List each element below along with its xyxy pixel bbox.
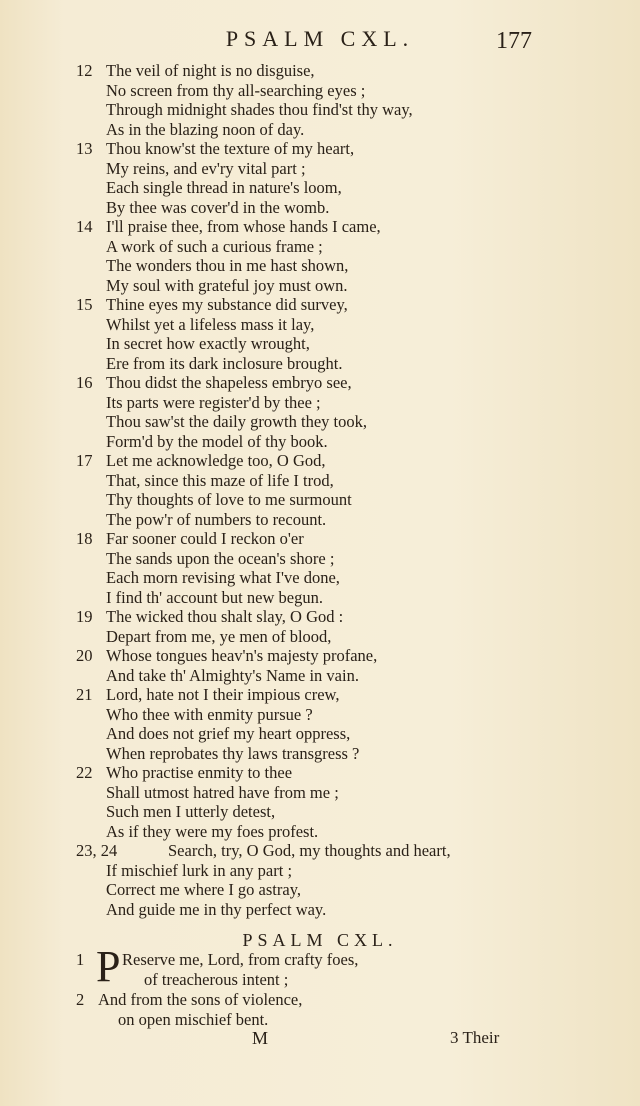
verse-line: [76, 217, 546, 237]
verse-text: Through midnight shades thou find'st thy way,: [106, 100, 413, 119]
verse-line: [76, 802, 546, 822]
verse-text: The wonders thou in me hast shown,: [106, 256, 349, 275]
verse-line: [76, 159, 546, 179]
verse-line: [76, 822, 546, 842]
verse-text: I'll praise thee, from whose hands I came,: [106, 217, 381, 236]
verse-text: And from the sons of violence,: [98, 990, 303, 1009]
verse-text: Each single thread in nature's loom,: [106, 178, 342, 197]
verse-line: [76, 841, 546, 861]
verse-line: [76, 178, 546, 198]
verse-text: Ere from its dark inclosure brought.: [106, 353, 343, 373]
verse-line: [76, 666, 546, 686]
verse-line: [76, 237, 546, 257]
verse-block: [76, 61, 546, 919]
verse-number: 15: [76, 295, 93, 314]
verse-text: Let me acknowledge too, O God,: [106, 451, 326, 470]
verse-text: The veil of night is no disguise,: [106, 61, 315, 80]
new-psalm-line: [144, 970, 288, 990]
verse-line: [76, 276, 546, 296]
verse-line: [76, 412, 546, 432]
verse-text: I find th' account but new begun.: [106, 587, 323, 607]
verse-line: [76, 139, 546, 159]
verse-text: When reprobates thy laws transgress ?: [106, 743, 360, 763]
verse-text: on open mischief bent.: [118, 1010, 269, 1029]
verse-number: 20: [76, 646, 93, 665]
verse-line: [76, 451, 546, 471]
verse-number: 19: [76, 607, 93, 626]
verse-text: Thou saw'st the daily growth they took,: [106, 412, 367, 431]
verse-text: And guide me in thy perfect way.: [106, 899, 327, 919]
verse-line: [76, 861, 546, 881]
verse-text: And does not grief my heart oppress,: [106, 724, 351, 743]
psalm-title: PSALM CXL.: [242, 930, 398, 950]
verse-line: [76, 607, 546, 627]
verse-line: [76, 315, 546, 335]
verse-text: By thee was cover'd in the womb.: [106, 197, 330, 217]
verse-line: [76, 81, 546, 101]
verse-number: 17: [76, 451, 93, 470]
verse-line: [76, 295, 546, 315]
verse-line: [76, 490, 546, 510]
verse-text: Form'd by the model of thy book.: [106, 431, 328, 451]
verse-text: And take th' Almighty's Name in vain.: [106, 665, 359, 685]
verse-text: That, since this maze of life I trod,: [106, 470, 334, 490]
verse-line: [76, 568, 546, 588]
verse-text: Whose tongues heav'n's majesty profane,: [106, 646, 378, 665]
verse-text: My reins, and ev'ry vital part ;: [106, 158, 306, 178]
verse-text: Correct me where I go astray,: [106, 880, 302, 899]
signature-mark: M: [252, 1028, 269, 1048]
verse-line: [76, 783, 546, 803]
new-psalm-line: [76, 950, 359, 970]
verse-text: Such men I utterly detest,: [106, 802, 276, 821]
verse-text: Shall utmost hatred have from me ;: [106, 782, 339, 802]
verse-line: [76, 393, 546, 413]
verse-text: Thy thoughts of love to me surmount: [106, 490, 352, 509]
verse-line: [76, 61, 546, 81]
verse-text: Thou know'st the texture of my heart,: [106, 139, 355, 158]
verse-text: Who practise enmity to thee: [106, 763, 293, 782]
verse-line: [76, 646, 546, 666]
verse-text: Each morn revising what I've done,: [106, 568, 340, 587]
verse-text: Who thee with enmity pursue ?: [106, 704, 313, 724]
drop-cap: P: [96, 942, 121, 991]
verse-number: 2: [76, 990, 85, 1009]
verse-text: The pow'r of numbers to recount.: [106, 509, 327, 529]
new-psalm-line: [118, 1010, 268, 1030]
verse-line: [76, 763, 546, 783]
verse-text: Lord, hate not I their impious crew,: [106, 685, 340, 704]
verse-number: 13: [76, 139, 93, 158]
verse-number: 14: [76, 217, 93, 236]
verse-text: Depart from me, ye men of blood,: [106, 626, 332, 646]
catchword: 3 Their: [450, 1028, 500, 1047]
verse-line: [76, 724, 546, 744]
verse-text: Its parts were register'd by thee ;: [106, 392, 321, 412]
verse-line: [76, 198, 546, 218]
verse-text: The sands upon the ocean's shore ;: [106, 548, 335, 568]
verse-number: 16: [76, 373, 93, 392]
verse-line: [76, 432, 546, 452]
verse-line: [76, 510, 546, 530]
verse-line: [76, 354, 546, 374]
verse-line: [76, 744, 546, 764]
verse-line: [76, 373, 546, 393]
verse-text: Far sooner could I reckon o'er: [106, 529, 304, 548]
verse-text: In secret how exactly wrought,: [106, 334, 310, 353]
verse-text: of treacherous intent ;: [144, 970, 289, 989]
verse-text: A work of such a curious frame ;: [106, 236, 323, 256]
verse-text: As if they were my foes profest.: [106, 821, 319, 841]
verse-line: [76, 120, 546, 140]
verse-text: The wicked thou shalt slay, O God :: [106, 607, 344, 626]
verse-line: [76, 100, 546, 120]
new-psalm-line: [76, 990, 303, 1010]
verse-text: My soul with grateful joy must own.: [106, 275, 348, 295]
verse-line: [76, 627, 546, 647]
verse-text: Thine eyes my substance did survey,: [106, 295, 348, 314]
running-head: PSALM CXL.: [225, 26, 415, 51]
verse-text: Reserve me, Lord, from crafty foes,: [122, 950, 359, 969]
verse-text: No screen from thy all-searching eyes ;: [106, 80, 366, 100]
verse-number: 18: [76, 529, 93, 548]
verse-line: [76, 256, 546, 276]
verse-line: [76, 549, 546, 569]
verse-text: Thou didst the shapeless embryo see,: [106, 373, 352, 392]
verse-line: [76, 685, 546, 705]
verse-number: 23, 24: [76, 841, 118, 860]
page-number: 177: [496, 28, 532, 54]
verse-line: [76, 334, 546, 354]
verse-number: 22: [76, 763, 93, 782]
verse-line: [76, 900, 546, 920]
verse-text: Search, try, O God, my thoughts and heart,: [168, 841, 451, 860]
verse-line: [76, 471, 546, 491]
verse-number: 1: [76, 950, 85, 969]
verse-line: [76, 880, 546, 900]
verse-line: [76, 529, 546, 549]
verse-number: 21: [76, 685, 93, 704]
verse-number: 12: [76, 61, 93, 80]
verse-line: [76, 588, 546, 608]
verse-text: As in the blazing noon of day.: [106, 119, 305, 139]
verse-text: Whilst yet a lifeless mass it lay,: [106, 314, 315, 334]
verse-line: [76, 705, 546, 725]
verse-text: If mischief lurk in any part ;: [106, 860, 293, 880]
